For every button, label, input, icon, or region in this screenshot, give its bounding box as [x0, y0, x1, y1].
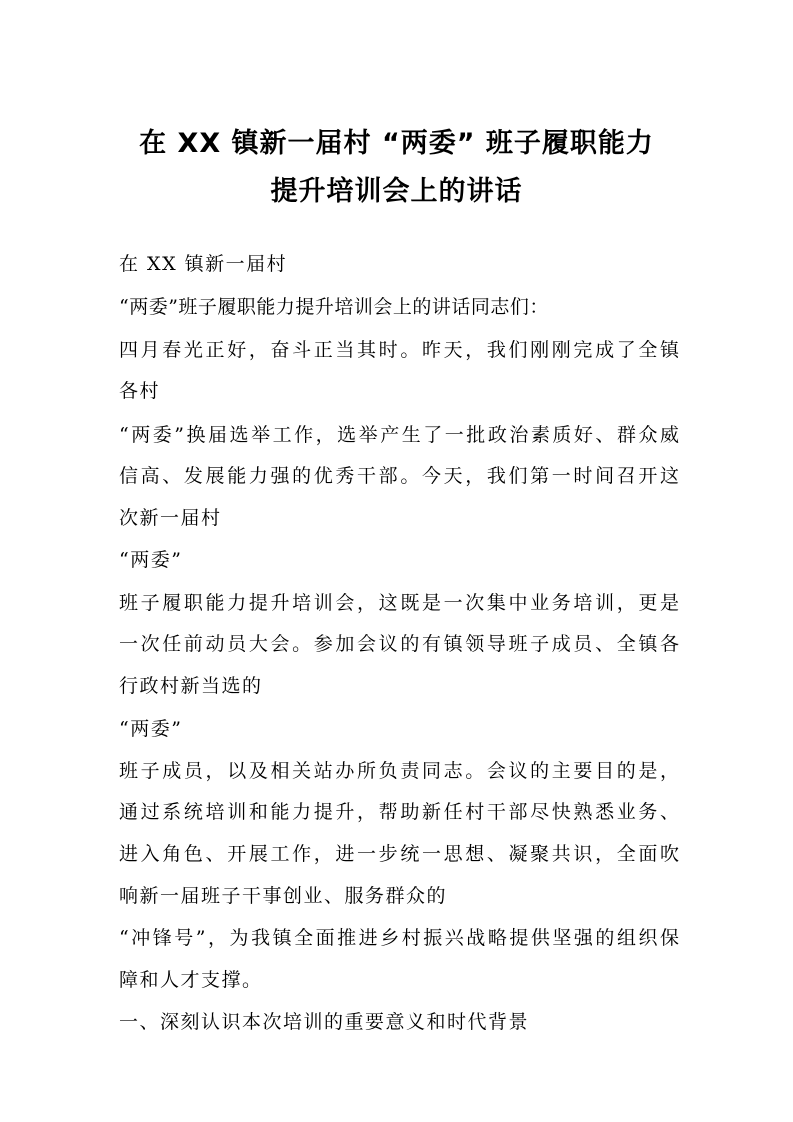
body-line: 四月春光正好，奋斗正当其时。昨天，我们刚刚完成了全镇 [119, 339, 679, 361]
document-title-line-2: 提升培训会上的讲话 [270, 176, 523, 207]
body-line: “两委”班子履职能力提升培训会上的讲话同志们： [119, 296, 549, 318]
body-line: 通过系统培训和能力提升，帮助新任村干部尽快熟悉业务、 [119, 801, 679, 823]
body-line: 进入角色、开展工作，进一步统一思想、凝聚共识，全面吹 [119, 843, 679, 865]
body-line: 班子履职能力提升培训会，这既是一次集中业务培训，更是 [119, 592, 679, 614]
body-line: 在 XX 镇新一届村 [119, 253, 288, 275]
document-title-line-1: 在 XX 镇新一届村 “两委” 班子履职能力 [139, 128, 654, 159]
body-line: “两委”换届选举工作，选举产生了一批政治素质好、群众威 [119, 424, 679, 446]
body-line: 班子成员，以及相关站办所负责同志。会议的主要目的是， [119, 760, 679, 782]
body-line: 次新一届村 [119, 507, 222, 529]
body-line: 信高、发展能力强的优秀干部。今天，我们第一时间召开这 [119, 465, 679, 487]
body-line: “两委” [119, 549, 183, 571]
body-line: 响新一届班子干事创业、服务群众的 [119, 885, 448, 907]
body-line: 行政村新当选的 [119, 675, 263, 697]
body-line: 一次任前动员大会。参加会议的有镇领导班子成员、全镇各 [119, 633, 679, 655]
body-line: “两委” [119, 718, 183, 740]
body-line: “冲锋号”，为我镇全面推进乡村振兴战略提供坚强的组织保 [119, 927, 679, 949]
body-line: 各村 [119, 380, 161, 402]
body-line: 障和人才支撑。 [119, 969, 263, 991]
section-heading: 一、深刻认识本次培训的重要意义和时代背景 [119, 1011, 530, 1033]
